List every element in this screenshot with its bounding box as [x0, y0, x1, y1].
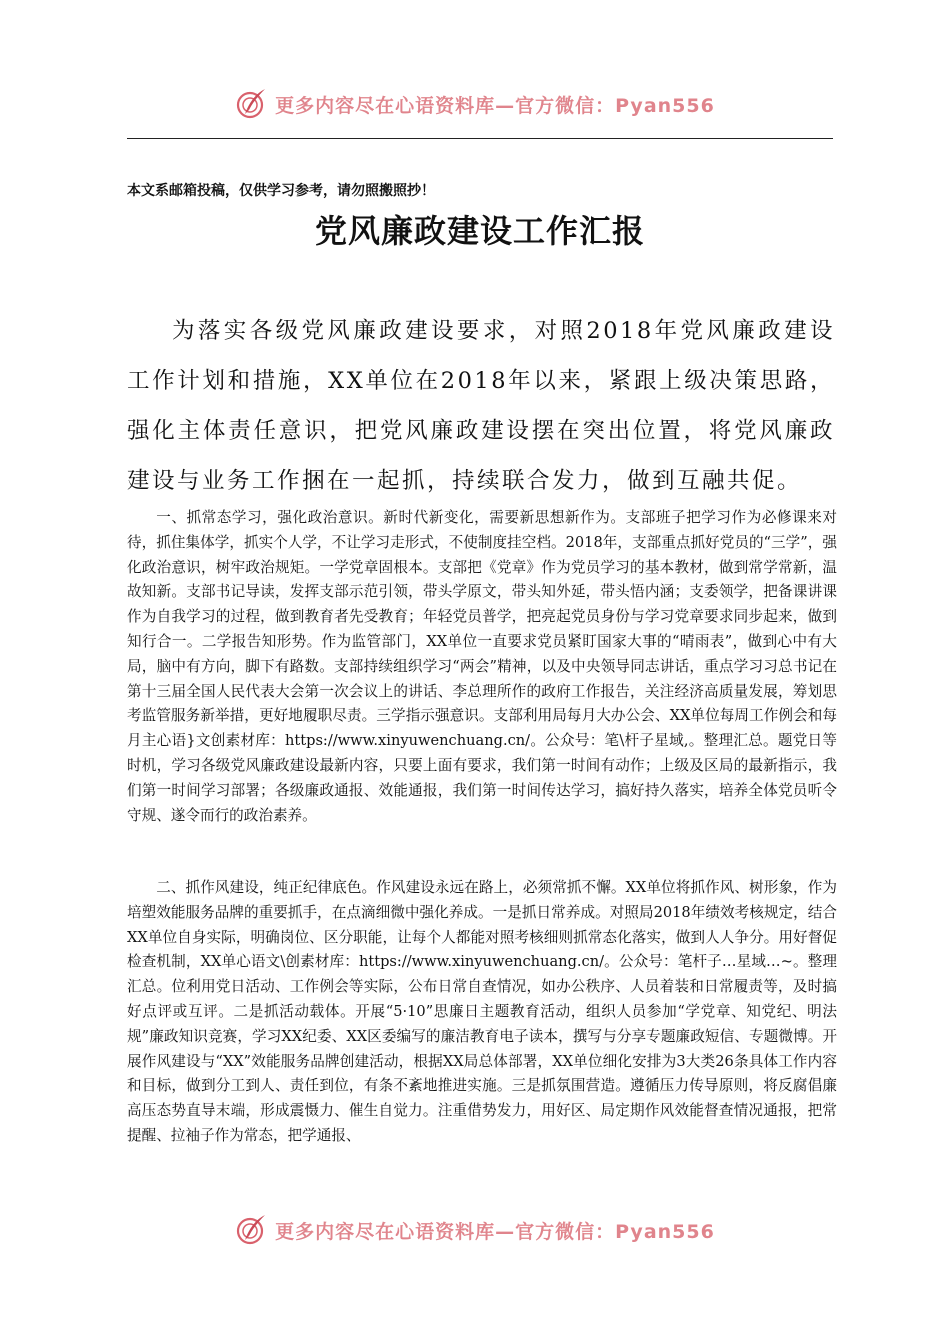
- intro-paragraph: 为落实各级党风廉政建设要求，对照2018年党风廉政建设工作计划和措施，XX单位在2018年以来，紧跟上级决策思路，强化主体责任意识，把党风廉政建设摆在突出位置，将党风廉政建设与业务工作捆在一起抓，持续联合发力，做到互融共促。: [127, 318, 835, 494]
- banner-text: 更多内容尽在心语资料库—官方微信：Pyan556: [275, 94, 715, 117]
- quill-seal-logo-icon: [235, 1213, 269, 1247]
- footer-banner: [0, 1210, 950, 1250]
- section-paragraph-2: 二、抓作风建设，纯正纪律底色。作风建设永远在路上，必须常抓不懈。XX单位将抓作风、树形象，作为培塑效能服务品牌的重要抓手，在点滴细微中强化养成。一是抓日常养成。对照局2018年绩效考核规定，结合XX单位自身实际，明确岗位、区分职能，让每个人都能对照考核细则抓常态化落实，做到人人争分。用好督促检查机制，XX单心语文\创素材库：https://www.xinyuwenchuang.cn/。公众号：笔杆子…星域…~。整理汇总。位利用党日活动、工作例会等实际，公布日常自查情况，如办公秩序、人员着装和日常履责等，及时搞好点评或互评。二是抓活动载体。开展“5·10”思廉日主题教育活动，组织人员参加“学党章、知党纪、明法规”廉政知识竞赛，学习XX纪委、XX区委编写的廉洁教育电子读本，撰写与分享专题廉政短信、专题微博。开展作风建设与“XX”效能服务品牌创建活动，根据XX局总体部署，XX单位细化安排为3大类26条具体工作内容和目标，做到分工到人、责任到位，有条不紊地推进实施。三是抓氛围营造。遵循压力传导原则，将反腐倡廉高压态势直导末端，形成震慑力、催生自觉力。注重借势发力，用好区、局定期作风效能督查情况通报，把常提醒、拉袖子作为常态，把学通报、: [127, 879, 837, 1144]
- header-banner: [0, 84, 950, 124]
- quill-seal-logo-icon: [235, 87, 269, 121]
- document-title: 党风廉政建设工作汇报: [314, 212, 645, 250]
- submission-notice: 本文系邮箱投稿，仅供学习参考，请勿照搬照抄！: [127, 183, 435, 199]
- header-divider: [127, 138, 833, 139]
- section-paragraph-1: 一、抓常态学习，强化政治意识。新时代新变化，需要新思想新作为。支部班子把学习作为必修课来对待，抓住集体学，抓实个人学，不让学习走形式，不使制度挂空档。2018年，支部重点抓好党员的“三学”，强化政治意识，树牢政治规矩。一学党章固根本。支部把《党章》作为党员学习的基本教材，做到常学常新，温故知新。支部书记导读，发挥支部示范引领，带头学原文，带头知外延，带头悟内涵；支委领学，把备课讲课作为自我学习的过程，做到教育者先受教育；年轻党员普学，把亮起党员身份与学习党章要求同步起来，做到知行合一。二学报告知形势。作为监管部门，XX单位一直要求党员紧盯国家大事的“晴雨表”，做到心中有大局，脑中有方向，脚下有路数。支部持续组织学习“两会”精神，以及中央领导同志讲话，重点学习习总书记在第十三届全国人民代表大会第一次会议上的讲话、李总理所作的政府工作报告，关注经济高质量发展，筹划思考监管服务新举措，更好地履职尽责。三学指示强意识。支部利用局每月大办公会、XX单位每周工作例会和每月主心语}文创素材库：https://www.xinyuwenchuang.cn/。公众号：笔\杆子星域,。整理汇总。题党日等时机，学习各级党风廉政建设最新内容，只要上面有要求，我们第一时间有动作；上级及区局的最新指示，我们第一时间学习部署；各级廉政通报、效能通报，我们第一时间传达学习，搞好持久落实，培养全体党员听令守规、遂令而行的政治素养。: [127, 509, 837, 824]
- banner-text: 更多内容尽在心语资料库—官方微信：Pyan556: [275, 1220, 715, 1243]
